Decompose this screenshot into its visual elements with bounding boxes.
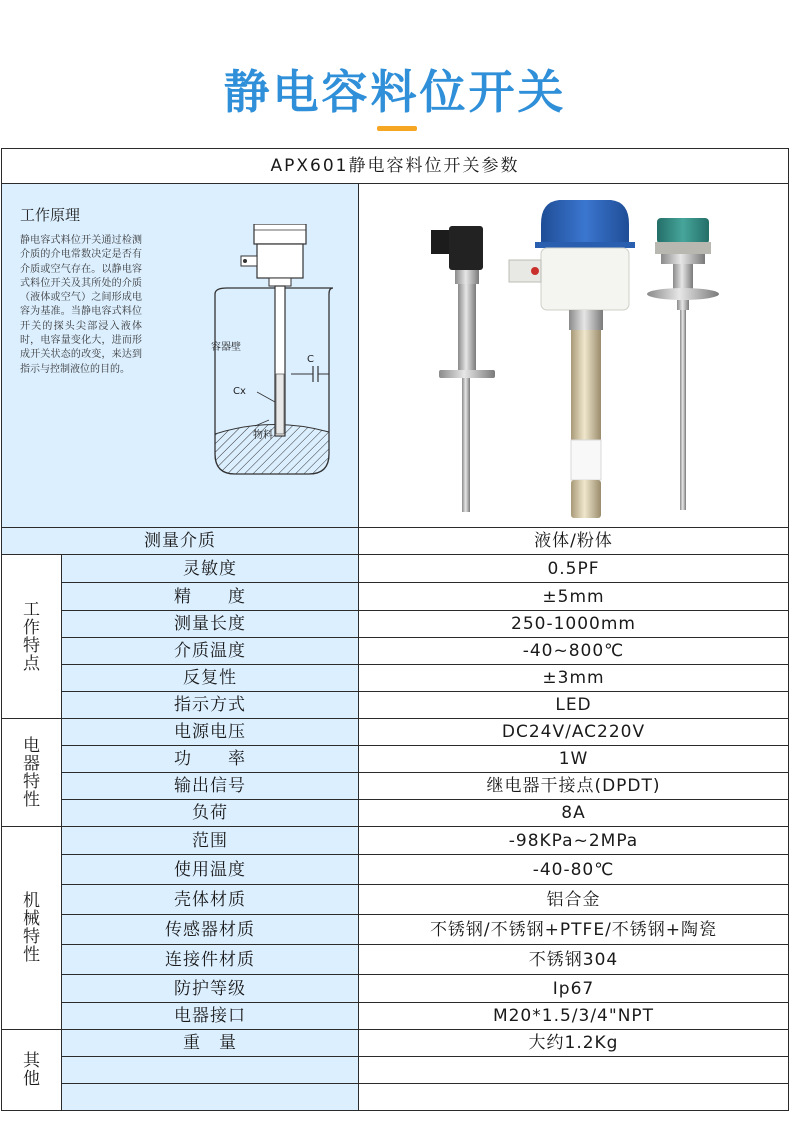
param-label: 灵敏度	[62, 555, 359, 583]
param-label: 指示方式	[62, 692, 359, 719]
param-label	[62, 1084, 359, 1111]
param-label: 使用温度	[62, 855, 359, 885]
table-row	[2, 855, 789, 885]
product-left	[431, 226, 495, 512]
group-label-char: 点	[23, 653, 40, 674]
group-label-char: 他	[23, 1069, 40, 1089]
param-value: 1W	[359, 746, 789, 773]
table-row	[2, 638, 789, 665]
table-header: APX601静电容料位开关参数	[2, 149, 789, 184]
table-row	[2, 800, 789, 827]
param-label: 反复性	[62, 665, 359, 692]
table-row	[2, 555, 789, 583]
wall-label: 容器壁	[211, 342, 241, 353]
product-center	[509, 200, 635, 518]
table-row	[2, 945, 789, 975]
param-value	[359, 1057, 789, 1084]
group-label-char: 性	[23, 945, 40, 965]
group-label-char: 电	[23, 735, 40, 756]
group-label	[2, 827, 62, 1030]
title-accent-bar	[377, 126, 417, 131]
table-row	[2, 692, 789, 719]
param-value: M20*1.5/3/4"NPT	[359, 1003, 789, 1030]
param-value: -40~800℃	[359, 638, 789, 665]
param-label: 电源电压	[62, 719, 359, 746]
param-label: 测量长度	[62, 611, 359, 638]
group-label	[2, 719, 62, 827]
product-right	[647, 218, 719, 510]
param-label: 负荷	[62, 800, 359, 827]
c-label: C	[307, 354, 314, 365]
table-row	[2, 665, 789, 692]
group-label-char: 其	[23, 1051, 40, 1071]
group-label-char: 工	[23, 599, 40, 620]
group-label-char: 作	[23, 617, 40, 638]
table-row	[2, 827, 789, 855]
param-label	[62, 1057, 359, 1084]
param-value: 大约1.2Kg	[359, 1030, 789, 1057]
medium-value: 液体/粉体	[359, 528, 789, 555]
table-row	[2, 975, 789, 1003]
param-value: Ip67	[359, 975, 789, 1003]
spec-table	[1, 148, 789, 1111]
group-label-char: 特	[23, 635, 40, 656]
table-row	[2, 1030, 789, 1057]
table-row	[2, 1057, 789, 1084]
principle-cell	[2, 184, 359, 528]
param-value: 不锈钢304	[359, 945, 789, 975]
product-photos	[359, 184, 789, 527]
param-label: 精 度	[62, 583, 359, 611]
capacitance-diagram	[197, 224, 347, 484]
group-label	[2, 555, 62, 719]
param-label: 范围	[62, 827, 359, 855]
table-row	[2, 583, 789, 611]
table-row	[2, 1003, 789, 1030]
param-label: 重 量	[62, 1030, 359, 1057]
group-label-char: 器	[23, 753, 40, 774]
material-label: 物料	[253, 430, 273, 441]
housing-head	[254, 224, 306, 244]
param-label: 连接件材质	[62, 945, 359, 975]
param-label: 传感器材质	[62, 915, 359, 945]
principle-text: 静电容式料位开关通过检测介质的介电常数决定是否有介质或空气存在。以静电容式料位开关及其所处的介质（液体或空气）之间形成电容为基准。当静电容式料位开关的探头尖部浸入液体时，电容量变化大，进而形成开关状态的改变，来达到指示与控制液位的目的。	[20, 235, 142, 375]
table-row	[2, 773, 789, 800]
table-row	[2, 611, 789, 638]
param-value: 不锈钢/不锈钢+PTFE/不锈钢+陶瓷	[359, 915, 789, 945]
table-row	[2, 1084, 789, 1111]
param-value: ±5mm	[359, 583, 789, 611]
param-value: -98KPa~2MPa	[359, 827, 789, 855]
principle-title: 工作原理	[20, 206, 81, 224]
param-label: 介质温度	[62, 638, 359, 665]
param-value: 8A	[359, 800, 789, 827]
param-value: 继电器干接点(DPDT)	[359, 773, 789, 800]
table-row	[2, 719, 789, 746]
cx-label: Cx	[233, 386, 246, 397]
table-row	[2, 915, 789, 945]
product-photo-cell	[359, 184, 789, 528]
medium-label: 测量介质	[2, 528, 359, 555]
param-value: 0.5PF	[359, 555, 789, 583]
group-label-char: 机	[23, 891, 40, 911]
group-label-char: 特	[23, 771, 40, 792]
housing-body	[257, 244, 303, 278]
page-title: 静电容料位开关	[223, 65, 567, 119]
param-label: 功 率	[62, 746, 359, 773]
param-value: 250-1000mm	[359, 611, 789, 638]
param-label: 输出信号	[62, 773, 359, 800]
group-label-char: 械	[23, 909, 40, 929]
group-label-char: 特	[23, 927, 40, 947]
group-label-char: 性	[23, 789, 40, 810]
param-value: ±3mm	[359, 665, 789, 692]
param-value: 铝合金	[359, 885, 789, 915]
param-value: LED	[359, 692, 789, 719]
param-label: 壳体材质	[62, 885, 359, 915]
param-label: 防护等级	[62, 975, 359, 1003]
group-label	[2, 1030, 62, 1111]
param-value: DC24V/AC220V	[359, 719, 789, 746]
param-value: -40-80℃	[359, 855, 789, 885]
table-row	[2, 746, 789, 773]
param-label: 电器接口	[62, 1003, 359, 1030]
param-value	[359, 1084, 789, 1111]
table-row	[2, 885, 789, 915]
